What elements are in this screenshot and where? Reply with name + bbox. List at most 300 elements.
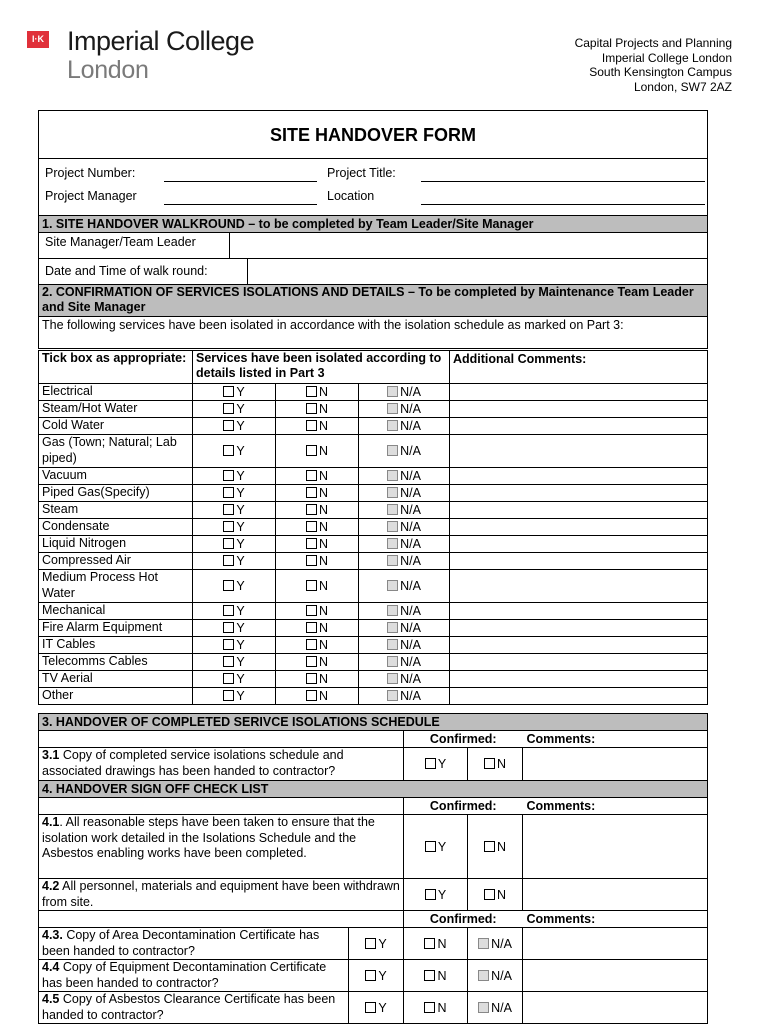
item-4-4-comments[interactable] bbox=[523, 960, 708, 992]
service-row bbox=[39, 570, 708, 603]
opt-label: Y bbox=[378, 1000, 387, 1015]
opt-label: N bbox=[318, 402, 329, 416]
opt-label: N bbox=[496, 887, 507, 902]
service-comments[interactable] bbox=[450, 688, 708, 705]
checkbox-icon[interactable] bbox=[306, 445, 317, 456]
item-text: Copy of Area Decontamination Certificate has been handed to contractor? bbox=[42, 928, 320, 958]
checkbox-icon[interactable] bbox=[387, 504, 398, 515]
opt-label: N bbox=[496, 757, 507, 771]
checkbox-icon[interactable] bbox=[478, 938, 489, 949]
college-logo-line1: Imperial College bbox=[67, 26, 255, 56]
item-3-1 bbox=[39, 748, 404, 781]
opt-label: N bbox=[318, 655, 329, 669]
service-comments[interactable] bbox=[450, 654, 708, 671]
checkbox-icon[interactable] bbox=[387, 690, 398, 701]
item-number: 4.4 bbox=[42, 960, 60, 974]
item-4-5 bbox=[39, 992, 349, 1024]
service-comments[interactable] bbox=[450, 418, 708, 435]
item-number: 3.1 bbox=[42, 748, 60, 762]
opt-label: Y bbox=[236, 554, 245, 568]
checkbox-icon[interactable] bbox=[387, 580, 398, 591]
service-yes[interactable] bbox=[193, 688, 276, 705]
checkbox-icon[interactable] bbox=[223, 445, 234, 456]
opt-label: N bbox=[318, 385, 329, 399]
opt-label: Y bbox=[236, 385, 245, 399]
opt-label: Y bbox=[236, 419, 245, 433]
item-number: 4.5 bbox=[42, 992, 60, 1006]
address-line: South Kensington Campus bbox=[589, 65, 732, 79]
item-4-4-yes[interactable] bbox=[349, 960, 404, 992]
checkbox-icon[interactable] bbox=[306, 487, 317, 498]
service-no[interactable] bbox=[276, 485, 359, 502]
service-yes[interactable] bbox=[193, 435, 276, 468]
location-label: Location bbox=[327, 189, 375, 203]
service-comments[interactable] bbox=[450, 671, 708, 688]
service-na[interactable] bbox=[359, 671, 450, 688]
checkbox-icon[interactable] bbox=[306, 580, 317, 591]
checkbox-icon[interactable] bbox=[387, 673, 398, 684]
college-logo-line2: London bbox=[67, 56, 149, 84]
checkbox-icon[interactable] bbox=[424, 970, 435, 981]
opt-label: Y bbox=[236, 621, 245, 635]
service-row bbox=[39, 620, 708, 637]
checkbox-icon[interactable] bbox=[425, 758, 436, 769]
item-4-3-no[interactable] bbox=[404, 928, 468, 960]
service-comments[interactable] bbox=[450, 570, 708, 603]
service-name: Other bbox=[39, 688, 193, 705]
service-no[interactable] bbox=[276, 603, 359, 620]
service-comments[interactable] bbox=[450, 519, 708, 536]
item-4-2-yes[interactable] bbox=[404, 879, 468, 911]
date-time-field[interactable] bbox=[247, 259, 248, 284]
checkbox-icon[interactable] bbox=[223, 605, 234, 616]
service-yes[interactable] bbox=[193, 485, 276, 502]
service-yes[interactable] bbox=[193, 384, 276, 401]
service-yes[interactable] bbox=[193, 519, 276, 536]
checkbox-icon[interactable] bbox=[425, 889, 436, 900]
opt-label: N bbox=[318, 444, 329, 458]
item-text: Copy of Equipment Decontamination Certificate has been handed to contractor? bbox=[42, 960, 327, 990]
item-4-5-no[interactable] bbox=[404, 992, 468, 1024]
service-comments[interactable] bbox=[450, 637, 708, 654]
checkbox-icon[interactable] bbox=[425, 841, 436, 852]
opt-label: N bbox=[318, 554, 329, 568]
checkbox-icon[interactable] bbox=[306, 673, 317, 684]
location-field[interactable] bbox=[421, 204, 705, 205]
service-row bbox=[39, 502, 708, 519]
checkbox-icon[interactable] bbox=[484, 758, 495, 769]
opt-label: N bbox=[318, 503, 329, 517]
checkbox-icon[interactable] bbox=[223, 622, 234, 633]
opt-label: N bbox=[437, 936, 447, 951]
address-line: Imperial College London bbox=[601, 50, 732, 65]
service-row bbox=[39, 536, 708, 553]
checkbox-icon[interactable] bbox=[223, 386, 234, 397]
service-na[interactable] bbox=[359, 536, 450, 553]
service-row bbox=[39, 485, 708, 502]
opt-label: N bbox=[318, 579, 329, 593]
service-na[interactable] bbox=[359, 435, 450, 468]
opt-label: Y bbox=[437, 757, 447, 771]
opt-label: Y bbox=[378, 968, 387, 983]
opt-label: N bbox=[318, 520, 329, 534]
item-4-1-no[interactable] bbox=[468, 815, 523, 879]
service-no[interactable] bbox=[276, 384, 359, 401]
opt-label: N bbox=[318, 621, 329, 635]
col-tick-header: Tick box as appropriate: bbox=[39, 351, 193, 384]
service-na[interactable] bbox=[359, 637, 450, 654]
service-na[interactable] bbox=[359, 688, 450, 705]
service-no[interactable] bbox=[276, 502, 359, 519]
service-na[interactable] bbox=[359, 418, 450, 435]
item-text: All personnel, materials and equipment have been withdrawn from site. bbox=[42, 879, 400, 909]
project-info-cell bbox=[39, 159, 708, 216]
checkbox-icon[interactable] bbox=[387, 487, 398, 498]
service-comments[interactable] bbox=[450, 553, 708, 570]
service-na[interactable] bbox=[359, 401, 450, 418]
confirmed-header: Confirmed: bbox=[404, 911, 523, 928]
opt-label: N/A bbox=[400, 520, 421, 534]
opt-label: Y bbox=[236, 579, 245, 593]
checkbox-icon[interactable] bbox=[223, 538, 234, 549]
service-no[interactable] bbox=[276, 688, 359, 705]
opt-label: N/A bbox=[400, 444, 421, 458]
item-4-3 bbox=[39, 928, 349, 960]
checkbox-icon[interactable] bbox=[306, 555, 317, 566]
project-title-field[interactable] bbox=[421, 181, 705, 182]
checkbox-icon[interactable] bbox=[387, 622, 398, 633]
service-comments[interactable] bbox=[450, 502, 708, 519]
checkbox-icon[interactable] bbox=[478, 1002, 489, 1013]
checkbox-icon[interactable] bbox=[387, 605, 398, 616]
service-no[interactable] bbox=[276, 620, 359, 637]
service-name: Piped Gas(Specify) bbox=[39, 485, 193, 502]
form-header-table bbox=[38, 110, 708, 349]
opt-label: N bbox=[318, 689, 329, 703]
item-4-5-yes[interactable] bbox=[349, 992, 404, 1024]
item-text: Copy of Asbestos Clearance Certificate has been handed to contractor? bbox=[42, 992, 336, 1022]
service-no[interactable] bbox=[276, 401, 359, 418]
date-time-row bbox=[39, 259, 708, 285]
service-yes[interactable] bbox=[193, 468, 276, 485]
opt-label: N/A bbox=[400, 672, 421, 686]
service-na[interactable] bbox=[359, 603, 450, 620]
service-yes[interactable] bbox=[193, 654, 276, 671]
service-comments[interactable] bbox=[450, 384, 708, 401]
site-manager-label: Site Manager/Team Leader bbox=[45, 235, 196, 249]
service-row bbox=[39, 384, 708, 401]
confirmed-header: Confirmed: bbox=[404, 731, 523, 748]
checkbox-icon[interactable] bbox=[484, 841, 495, 852]
checkbox-icon[interactable] bbox=[365, 1002, 376, 1013]
checkbox-icon[interactable] bbox=[365, 970, 376, 981]
service-yes[interactable] bbox=[193, 418, 276, 435]
service-no[interactable] bbox=[276, 553, 359, 570]
opt-label: N/A bbox=[400, 385, 421, 399]
comments-header: Comments: bbox=[523, 731, 708, 748]
section3-4-table bbox=[38, 713, 708, 1024]
service-row bbox=[39, 654, 708, 671]
service-name: Vacuum bbox=[39, 468, 193, 485]
item-text: Copy of completed service isolations schedule and associated drawings has been handed to contractor? bbox=[42, 748, 344, 778]
checkbox-icon[interactable] bbox=[387, 639, 398, 650]
checkbox-icon[interactable] bbox=[306, 538, 317, 549]
service-yes[interactable] bbox=[193, 401, 276, 418]
checkbox-icon[interactable] bbox=[223, 420, 234, 431]
checkbox-icon[interactable] bbox=[365, 938, 376, 949]
service-na[interactable] bbox=[359, 519, 450, 536]
checkbox-icon[interactable] bbox=[306, 521, 317, 532]
service-yes[interactable] bbox=[193, 536, 276, 553]
checkbox-icon[interactable] bbox=[223, 403, 234, 414]
item-4-5-na[interactable] bbox=[468, 992, 523, 1024]
checkbox-icon[interactable] bbox=[223, 656, 234, 667]
service-no[interactable] bbox=[276, 536, 359, 553]
project-manager-field[interactable] bbox=[164, 204, 317, 205]
service-no[interactable] bbox=[276, 435, 359, 468]
checkbox-icon[interactable] bbox=[306, 622, 317, 633]
opt-label: Y bbox=[236, 655, 245, 669]
item-4-5-comments[interactable] bbox=[523, 992, 708, 1024]
opt-label: N/A bbox=[400, 638, 421, 652]
service-row bbox=[39, 688, 708, 705]
service-name: Telecomms Cables bbox=[39, 654, 193, 671]
item-4-3-yes[interactable] bbox=[349, 928, 404, 960]
checkbox-icon[interactable] bbox=[306, 605, 317, 616]
checkbox-icon[interactable] bbox=[387, 656, 398, 667]
checkbox-icon[interactable] bbox=[478, 970, 489, 981]
address-line: London, SW7 2AZ bbox=[633, 79, 732, 94]
checkbox-icon[interactable] bbox=[424, 938, 435, 949]
opt-label: N/A bbox=[400, 537, 421, 551]
opt-label: N/A bbox=[400, 486, 421, 500]
service-name: Condensate bbox=[39, 519, 193, 536]
confirmed-header: Confirmed: bbox=[404, 798, 523, 815]
service-row bbox=[39, 418, 708, 435]
checkbox-icon[interactable] bbox=[424, 1002, 435, 1013]
service-no[interactable] bbox=[276, 468, 359, 485]
item-4-2-comments[interactable] bbox=[523, 879, 708, 911]
checkbox-icon[interactable] bbox=[387, 470, 398, 481]
service-name: TV Aerial bbox=[39, 671, 193, 688]
service-na[interactable] bbox=[359, 468, 450, 485]
section4-header: 4. HANDOVER SIGN OFF CHECK LIST bbox=[39, 781, 708, 798]
checkbox-icon[interactable] bbox=[387, 538, 398, 549]
opt-label: Y bbox=[236, 444, 245, 458]
opt-label: N/A bbox=[400, 402, 421, 416]
item-4-4-no[interactable] bbox=[404, 960, 468, 992]
item-4-3-comments[interactable] bbox=[523, 928, 708, 960]
opt-label: N bbox=[318, 638, 329, 652]
project-number-label: Project Number: bbox=[45, 166, 136, 180]
item-4-1 bbox=[39, 815, 404, 879]
checkbox-icon[interactable] bbox=[306, 403, 317, 414]
checkbox-icon[interactable] bbox=[387, 403, 398, 414]
service-yes[interactable] bbox=[193, 502, 276, 519]
opt-label: N bbox=[496, 839, 507, 854]
comments-header: Comments: bbox=[523, 798, 708, 815]
project-number-field[interactable] bbox=[164, 181, 317, 182]
opt-label: N/A bbox=[400, 579, 421, 593]
service-na[interactable] bbox=[359, 570, 450, 603]
service-name: Mechanical bbox=[39, 603, 193, 620]
service-comments[interactable] bbox=[450, 435, 708, 468]
opt-label: Y bbox=[236, 503, 245, 517]
opt-label: Y bbox=[378, 936, 387, 951]
service-name: Steam bbox=[39, 502, 193, 519]
opt-label: N bbox=[318, 419, 329, 433]
service-name: Medium Process Hot Water bbox=[39, 570, 193, 603]
opt-label: N bbox=[318, 537, 329, 551]
service-comments[interactable] bbox=[450, 468, 708, 485]
checkbox-icon[interactable] bbox=[306, 470, 317, 481]
checkbox-icon[interactable] bbox=[306, 386, 317, 397]
item-number: 4.2 bbox=[42, 879, 60, 893]
item-4-2-no[interactable] bbox=[468, 879, 523, 911]
opt-label: N bbox=[318, 469, 329, 483]
site-manager-field[interactable] bbox=[229, 233, 230, 258]
opt-label: N bbox=[437, 1000, 447, 1015]
service-row bbox=[39, 553, 708, 570]
checkbox-icon[interactable] bbox=[306, 656, 317, 667]
section2-intro: The following services have been isolated in accordance with the isolation schedule as marked on Part 3: bbox=[39, 317, 708, 349]
spacer-cell bbox=[39, 731, 404, 748]
item-4-1-yes[interactable] bbox=[404, 815, 468, 879]
opt-label: N/A bbox=[400, 604, 421, 618]
opt-label: Y bbox=[236, 537, 245, 551]
section3-header: 3. HANDOVER OF COMPLETED SERIVCE ISOLATIONS SCHEDULE bbox=[39, 714, 708, 731]
checkbox-icon[interactable] bbox=[223, 690, 234, 701]
service-no[interactable] bbox=[276, 519, 359, 536]
service-no[interactable] bbox=[276, 637, 359, 654]
service-yes[interactable] bbox=[193, 553, 276, 570]
opt-label: Y bbox=[236, 520, 245, 534]
checkbox-icon[interactable] bbox=[306, 639, 317, 650]
checkbox-icon[interactable] bbox=[484, 889, 495, 900]
item-4-1-comments[interactable] bbox=[523, 815, 708, 879]
opt-label: Y bbox=[437, 887, 447, 902]
opt-label: Y bbox=[236, 469, 245, 483]
spacer-cell bbox=[39, 798, 404, 815]
item-4-4-na[interactable] bbox=[468, 960, 523, 992]
service-yes[interactable] bbox=[193, 603, 276, 620]
service-comments[interactable] bbox=[450, 536, 708, 553]
checkbox-icon[interactable] bbox=[223, 470, 234, 481]
checkbox-icon[interactable] bbox=[306, 504, 317, 515]
checkbox-icon[interactable] bbox=[306, 420, 317, 431]
service-na[interactable] bbox=[359, 620, 450, 637]
checkbox-icon[interactable] bbox=[306, 690, 317, 701]
service-no[interactable] bbox=[276, 418, 359, 435]
opt-label: Y bbox=[236, 402, 245, 416]
opt-label: Y bbox=[236, 604, 245, 618]
item-3-1-comments[interactable] bbox=[523, 748, 708, 781]
project-title-label: Project Title: bbox=[327, 166, 396, 180]
opt-label: N/A bbox=[400, 655, 421, 669]
checkbox-icon[interactable] bbox=[223, 487, 234, 498]
checkbox-icon[interactable] bbox=[387, 555, 398, 566]
opt-label: N/A bbox=[400, 469, 421, 483]
service-name: Cold Water bbox=[39, 418, 193, 435]
service-yes[interactable] bbox=[193, 620, 276, 637]
service-na[interactable] bbox=[359, 485, 450, 502]
opt-label: N/A bbox=[400, 419, 421, 433]
checkbox-icon[interactable] bbox=[223, 504, 234, 515]
site-manager-row bbox=[39, 233, 708, 259]
opt-label: N bbox=[318, 604, 329, 618]
opt-label: N/A bbox=[400, 621, 421, 635]
checkbox-icon[interactable] bbox=[223, 555, 234, 566]
item-4-4 bbox=[39, 960, 349, 992]
checkbox-icon[interactable] bbox=[387, 420, 398, 431]
checkbox-icon[interactable] bbox=[223, 521, 234, 532]
item-4-2 bbox=[39, 879, 404, 911]
service-na[interactable] bbox=[359, 384, 450, 401]
spacer-cell bbox=[39, 911, 404, 928]
service-name: Fire Alarm Equipment bbox=[39, 620, 193, 637]
item-text: . All reasonable steps have been taken to ensure that the isolation work detailed in the Isolations Schedule and the Asbestos enabling works have been completed. bbox=[42, 815, 375, 860]
col-services-header: Services have been isolated according to details listed in Part 3 bbox=[193, 351, 450, 384]
checkbox-icon[interactable] bbox=[223, 673, 234, 684]
service-yes[interactable] bbox=[193, 637, 276, 654]
service-row bbox=[39, 435, 708, 468]
checkbox-icon[interactable] bbox=[387, 445, 398, 456]
item-4-3-na[interactable] bbox=[468, 928, 523, 960]
checkbox-icon[interactable] bbox=[223, 639, 234, 650]
comments-header: Comments: bbox=[523, 911, 708, 928]
service-comments[interactable] bbox=[450, 485, 708, 502]
col-comments-header: Additional Comments: bbox=[450, 351, 708, 384]
item-number: 4.3. bbox=[42, 928, 63, 942]
opt-label: N/A bbox=[491, 1000, 512, 1015]
service-name: Electrical bbox=[39, 384, 193, 401]
item-3-1-yes[interactable] bbox=[404, 748, 468, 781]
section2-header: 2. CONFIRMATION OF SERVICES ISOLATIONS AND DETAILS – To be completed by Maintenance Team Leader and Site Manager bbox=[39, 285, 708, 317]
service-name: Steam/Hot Water bbox=[39, 401, 193, 418]
opt-label: Y bbox=[437, 839, 447, 854]
service-no[interactable] bbox=[276, 654, 359, 671]
service-yes[interactable] bbox=[193, 671, 276, 688]
project-manager-label: Project Manager bbox=[45, 189, 137, 203]
service-no[interactable] bbox=[276, 671, 359, 688]
service-na[interactable] bbox=[359, 502, 450, 519]
college-logo-mark: I·K bbox=[27, 31, 49, 48]
service-na[interactable] bbox=[359, 654, 450, 671]
service-comments[interactable] bbox=[450, 401, 708, 418]
service-comments[interactable] bbox=[450, 603, 708, 620]
service-name: Liquid Nitrogen bbox=[39, 536, 193, 553]
service-na[interactable] bbox=[359, 553, 450, 570]
service-row bbox=[39, 468, 708, 485]
service-row bbox=[39, 603, 708, 620]
service-name: IT Cables bbox=[39, 637, 193, 654]
checkbox-icon[interactable] bbox=[223, 580, 234, 591]
service-yes[interactable] bbox=[193, 570, 276, 603]
service-row bbox=[39, 519, 708, 536]
checkbox-icon[interactable] bbox=[387, 521, 398, 532]
service-comments[interactable] bbox=[450, 620, 708, 637]
service-row bbox=[39, 671, 708, 688]
service-name: Gas (Town; Natural; Lab piped) bbox=[39, 435, 193, 468]
date-time-label: Date and Time of walk round: bbox=[45, 264, 208, 278]
service-name: Compressed Air bbox=[39, 553, 193, 570]
item-number: 4.1 bbox=[42, 815, 60, 829]
checkbox-icon[interactable] bbox=[387, 386, 398, 397]
item-3-1-no[interactable] bbox=[468, 748, 523, 781]
services-table bbox=[38, 350, 708, 705]
opt-label: N bbox=[437, 968, 447, 983]
service-no[interactable] bbox=[276, 570, 359, 603]
